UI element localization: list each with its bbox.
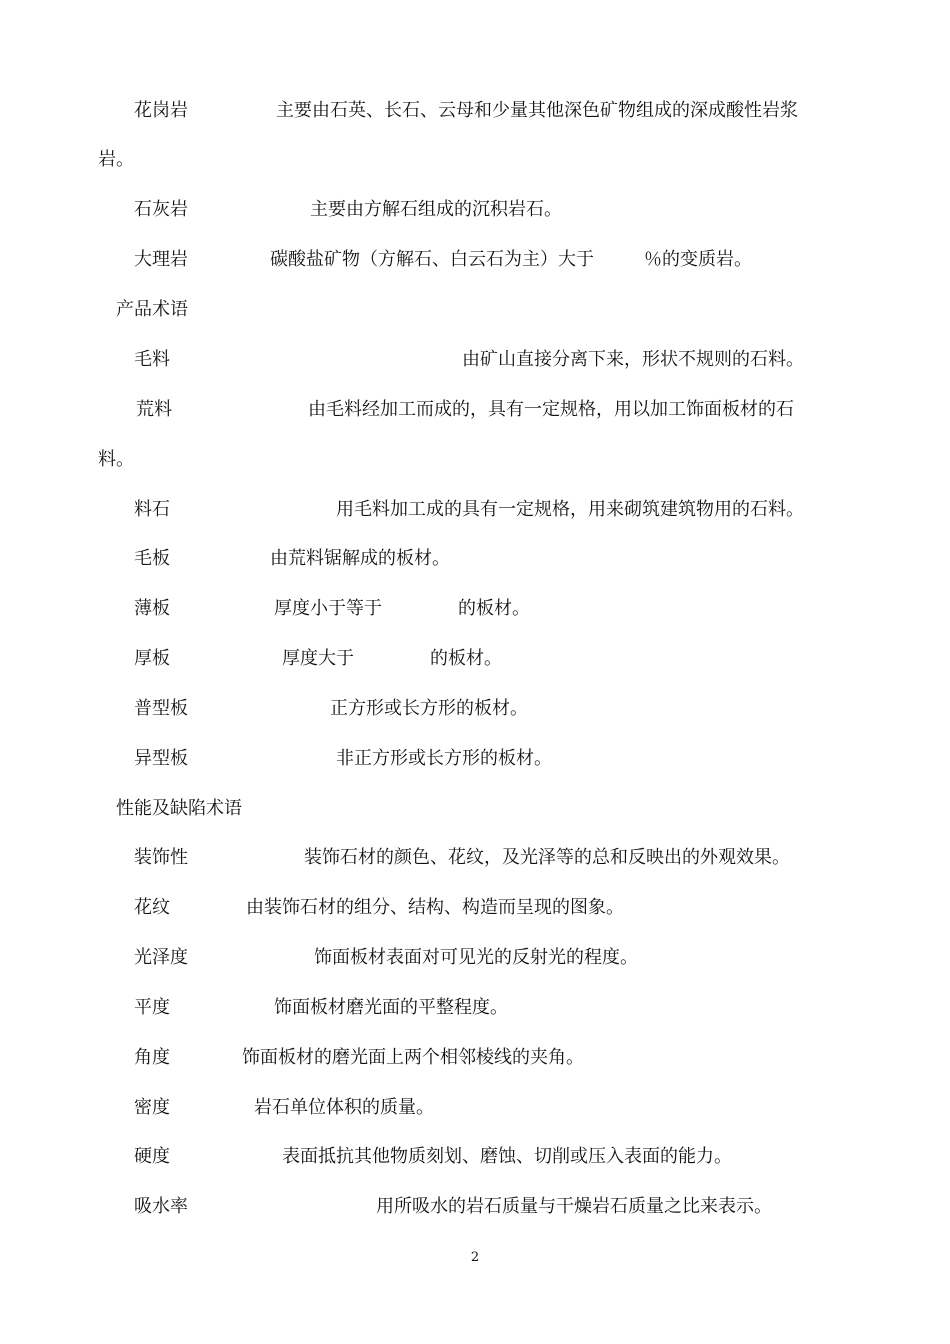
term-label: 料石 bbox=[134, 499, 170, 520]
term-label: 普型板 bbox=[134, 698, 188, 719]
term-definition: 表面抵抗其他物质刻划、磨蚀、切削或压入表面的能力。 bbox=[282, 1146, 732, 1167]
term-definition: 用毛料加工成的具有一定规格，用来砌筑建筑物用的石料。 bbox=[336, 499, 804, 520]
term-label: 荒料 bbox=[136, 399, 172, 420]
term-label: 毛板 bbox=[134, 548, 170, 569]
term-definition: 由装饰石材的组分、结构、构造而呈现的图象。 bbox=[246, 897, 624, 918]
term-label: 厚板 bbox=[134, 648, 170, 669]
term-definition: 厚度小于等于 bbox=[274, 598, 382, 619]
term-definition-tail: ％的变质岩。 bbox=[644, 249, 752, 270]
term-label: 平度 bbox=[134, 997, 170, 1018]
term-definition: 用所吸水的岩石质量与干燥岩石质量之比来表示。 bbox=[376, 1196, 772, 1217]
term-label: 薄板 bbox=[134, 598, 170, 619]
term-definition: 饰面板材磨光面的平整程度。 bbox=[274, 997, 508, 1018]
section-heading: 性能及缺陷术语 bbox=[116, 798, 242, 819]
term-definition: 岩石单位体积的质量。 bbox=[254, 1097, 434, 1118]
term-label: 硬度 bbox=[134, 1146, 170, 1167]
term-definition: 由毛料经加工而成的，具有一定规格，用以加工饰面板材的石 bbox=[308, 399, 794, 420]
term-definition: 由荒料锯解成的板材。 bbox=[270, 548, 450, 569]
term-definition: 正方形或长方形的板材。 bbox=[330, 698, 528, 719]
term-label: 角度 bbox=[134, 1047, 170, 1068]
term-definition: 非正方形或长方形的板材。 bbox=[336, 748, 552, 769]
term-definition: 饰面板材的磨光面上两个相邻棱线的夹角。 bbox=[242, 1047, 584, 1068]
term-definition: 主要由方解石组成的沉积岩石。 bbox=[310, 199, 562, 220]
term-definition: 主要由石英、长石、云母和少量其他深色矿物组成的深成酸性岩浆 bbox=[276, 100, 798, 121]
term-definition: 厚度大于 bbox=[282, 648, 354, 669]
term-label: 花纹 bbox=[134, 897, 170, 918]
page-number: 2 bbox=[470, 1250, 480, 1265]
term-label: 毛料 bbox=[134, 349, 170, 370]
term-label: 装饰性 bbox=[134, 847, 188, 868]
term-definition-tail: 的板材。 bbox=[458, 598, 530, 619]
term-label: 花岗岩 bbox=[134, 100, 188, 121]
section-heading: 产品术语 bbox=[116, 299, 188, 320]
term-definition: 碳酸盐矿物（方解石、白云石为主）大于 bbox=[270, 249, 594, 270]
definition-continuation: 岩。 bbox=[98, 149, 134, 170]
definition-continuation: 料。 bbox=[98, 449, 134, 470]
term-label: 光泽度 bbox=[134, 947, 188, 968]
term-label: 异型板 bbox=[134, 748, 188, 769]
term-definition-tail: 的板材。 bbox=[430, 648, 502, 669]
term-label: 密度 bbox=[134, 1097, 170, 1118]
term-label: 大理岩 bbox=[134, 249, 188, 270]
term-definition: 由矿山直接分离下来，形状不规则的石料。 bbox=[462, 349, 804, 370]
term-label: 石灰岩 bbox=[134, 199, 188, 220]
term-definition: 饰面板材表面对可见光的反射光的程度。 bbox=[314, 947, 638, 968]
term-label: 吸水率 bbox=[134, 1196, 188, 1217]
term-definition: 装饰石材的颜色、花纹，及光泽等的总和反映出的外观效果。 bbox=[304, 847, 790, 868]
